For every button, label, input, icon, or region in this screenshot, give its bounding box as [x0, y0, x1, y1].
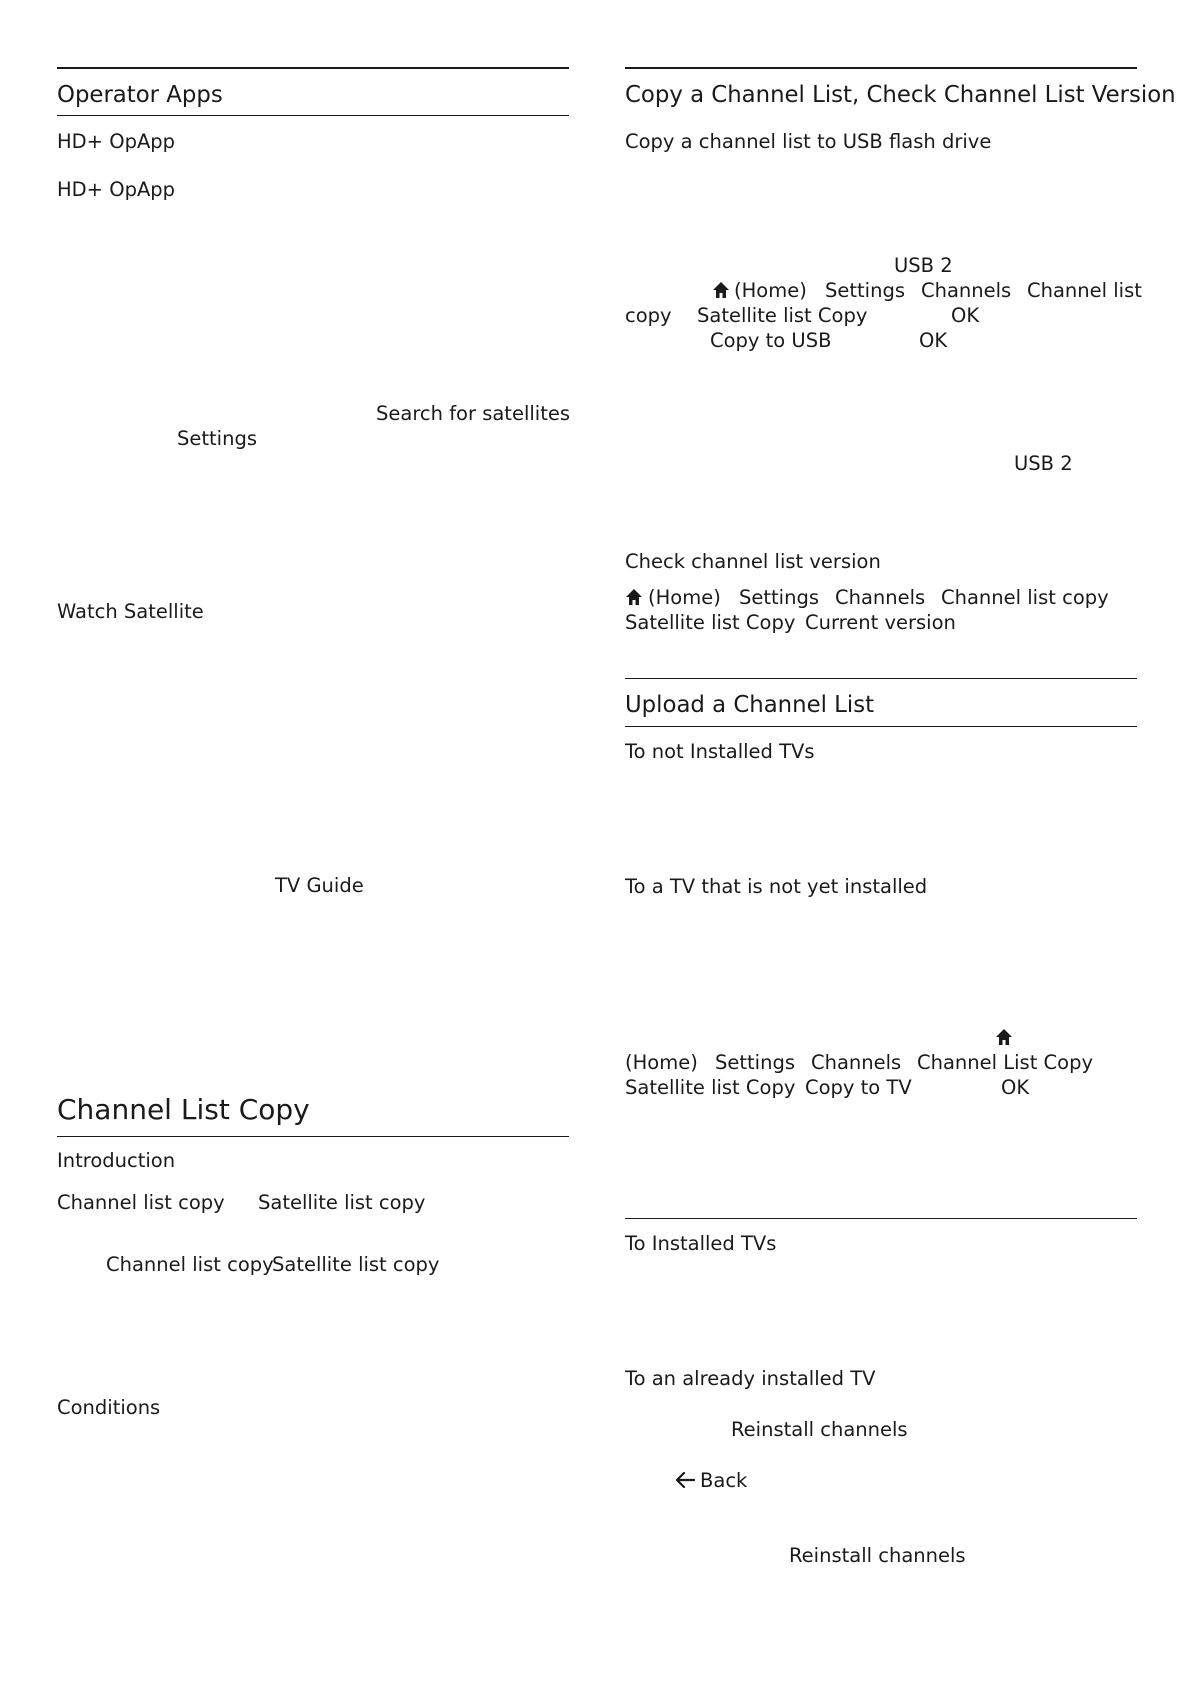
term-tv-guide: TV Guide — [275, 874, 364, 897]
subheading-check-version: Check channel list version — [625, 550, 881, 573]
term-home-up: (Home) — [625, 1051, 698, 1074]
home-icon — [625, 588, 643, 608]
term-home-cv: (Home) — [648, 586, 721, 609]
term-copy: copy — [625, 304, 672, 327]
subheading-copy-to-usb: Copy a channel list to USB flash drive — [625, 130, 992, 153]
term-settings-cv: Settings — [739, 586, 819, 609]
term-satellite-list-copy-up: Satellite list Copy — [625, 1076, 796, 1099]
subheading-to-already-installed: To an already installed TV — [625, 1367, 876, 1390]
home-icon — [995, 1028, 1013, 1048]
rule-chapter-title — [57, 1136, 569, 1137]
term-copy-to-tv: Copy to TV — [805, 1076, 912, 1099]
subheading-introduction: Introduction — [57, 1149, 176, 1172]
term-settings: Settings — [177, 427, 257, 450]
term-channels-cv: Channels — [835, 586, 926, 609]
section-heading-operator-apps: Operator Apps — [57, 82, 223, 108]
term-usb2: USB 2 — [894, 254, 953, 277]
chapter-title: Channel List Copy — [57, 1093, 310, 1126]
term-channel-list-copy-up: Channel List Copy — [917, 1051, 1094, 1074]
term-satellite-list-copy: Satellite list copy — [258, 1191, 426, 1214]
term-satellite-list-copy-2: Satellite list copy — [272, 1253, 440, 1276]
rule-upload — [625, 726, 1137, 727]
term-channel-list-copy-cv: Channel list copy — [941, 586, 1109, 609]
rule-upload-top — [625, 678, 1137, 679]
term-ok-1: OK — [951, 304, 980, 327]
term-current-version: Current version — [805, 611, 956, 634]
term-ok-up: OK — [1001, 1076, 1030, 1099]
back-arrow-icon — [675, 1471, 695, 1491]
subheading-to-not-installed: To not Installed TVs — [625, 740, 815, 763]
subheading-to-tv-not-yet-installed: To a TV that is not yet installed — [625, 875, 928, 898]
term-reinstall-channels: Reinstall channels — [731, 1418, 908, 1441]
rule-operator-apps — [57, 115, 569, 116]
rule-to-installed — [625, 1218, 1137, 1219]
term-reinstall-channels-2: Reinstall channels — [789, 1544, 966, 1567]
subheading-conditions: Conditions — [57, 1396, 161, 1419]
term-copy-to-usb: Copy to USB — [710, 329, 832, 352]
term-settings-up: Settings — [715, 1051, 795, 1074]
term-usb2-b: USB 2 — [1014, 452, 1073, 475]
term-channel-list-copy-2: Channel list copy — [106, 1253, 274, 1276]
subheading-watch-satellite: Watch Satellite — [57, 600, 204, 623]
term-channel-list-copy: Channel list copy — [57, 1191, 225, 1214]
term-settings-r: Settings — [825, 279, 905, 302]
term-ok-2: OK — [919, 329, 948, 352]
term-satellite-list-copy-r: Satellite list Copy — [697, 304, 868, 327]
term-satellite-list-copy-cv: Satellite list Copy — [625, 611, 796, 634]
subheading-hd-opapp: HD+ OpApp — [57, 130, 176, 153]
term-channels: Channels — [921, 279, 1012, 302]
section-heading-upload: Upload a Channel List — [625, 692, 875, 718]
term-back: Back — [700, 1469, 748, 1492]
section-heading-copy-check: Copy a Channel List, Check Channel List Version — [625, 82, 1176, 108]
term-search-for-satellites: Search for satellites — [376, 402, 571, 425]
top-rule-right — [625, 67, 1137, 69]
term-home: (Home) — [734, 279, 807, 302]
term-channels-up: Channels — [811, 1051, 902, 1074]
term-channel-list: Channel list — [1027, 279, 1142, 302]
subheading-to-installed: To Installed TVs — [625, 1232, 777, 1255]
top-rule-left — [57, 67, 569, 69]
subheading-hd-opapp-2: HD+ OpApp — [57, 178, 176, 201]
home-icon — [712, 281, 730, 301]
